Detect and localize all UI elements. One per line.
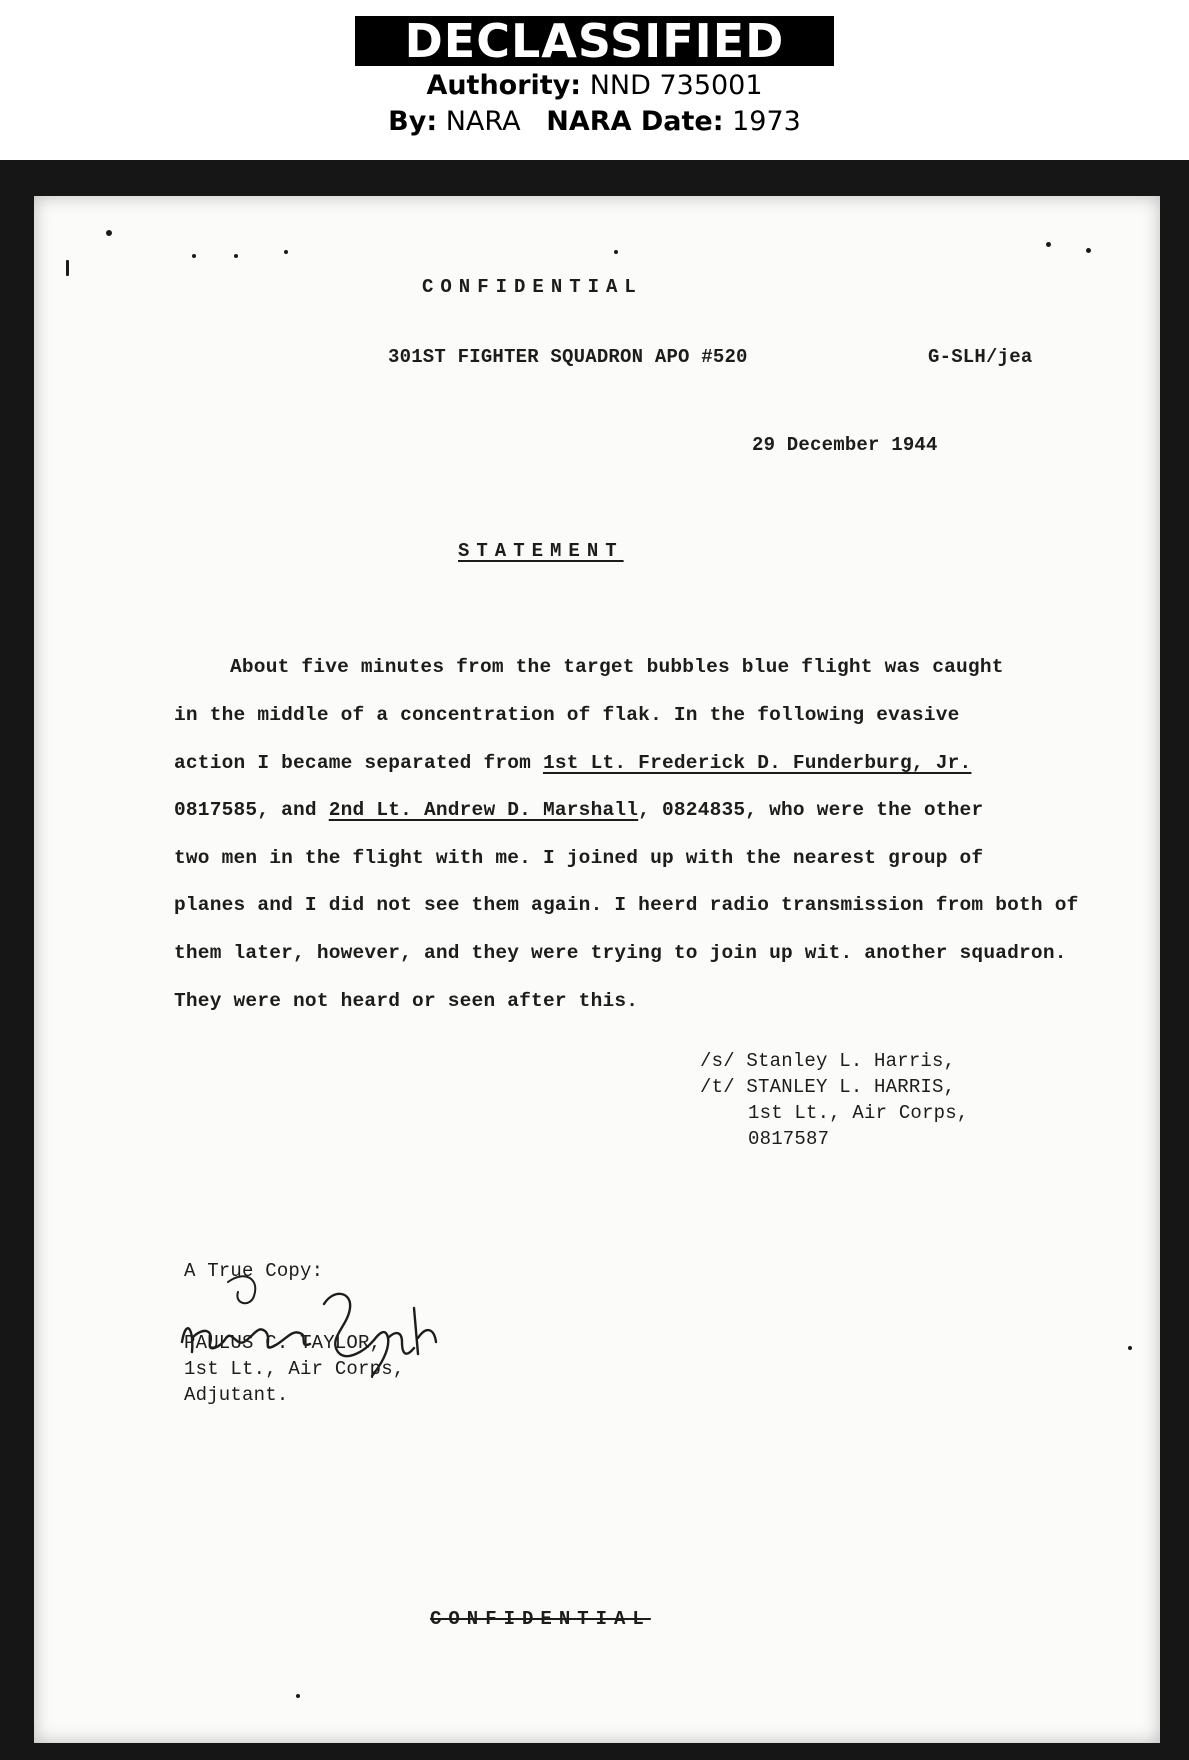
scan-speck xyxy=(1086,248,1091,253)
reference-code: G-SLH/jea xyxy=(928,346,1033,368)
authority-label: Authority: xyxy=(426,70,582,101)
declassified-banner: DECLASSIFIED xyxy=(355,16,834,66)
body-line-7: them later, however, and they were trying to join up wit. another squadron. xyxy=(174,942,1067,964)
body-line-3 xyxy=(174,752,971,774)
typed-name-line: /t/ STANLEY L. HARRIS, xyxy=(700,1076,956,1098)
scan-speck xyxy=(296,1694,300,1698)
scan-speck xyxy=(284,250,288,254)
unit-line: 301ST FIGHTER SQUADRON APO #520 xyxy=(388,346,748,368)
document-date: 29 December 1944 xyxy=(752,434,938,456)
body-line-4-tail: , 0824835, who were the other xyxy=(638,799,984,821)
true-copy-label: A True Copy: xyxy=(184,1260,324,1282)
by-date-line xyxy=(0,106,1189,137)
statement-title: STATEMENT xyxy=(458,540,624,562)
signatory-serial: 0817587 xyxy=(748,1128,830,1150)
handwritten-signature xyxy=(174,1268,474,1388)
adjutant-title: Adjutant. xyxy=(184,1384,289,1406)
authority-value: NND 735001 xyxy=(589,70,763,101)
body-line-6: planes and I did not see them again. I heerd radio transmission from both of xyxy=(174,894,1079,916)
scan-speck xyxy=(192,254,196,258)
signed-line: /s/ Stanley L. Harris, xyxy=(700,1050,956,1072)
body-line-5: two men in the flight with me. I joined up with the nearest group of xyxy=(174,847,984,869)
adjutant-rank: 1st Lt., Air Corps, xyxy=(184,1358,405,1380)
scan-speck xyxy=(66,260,69,276)
body-line-1: About five minutes from the target bubbles blue flight was caught xyxy=(230,656,1004,678)
by-label: By: xyxy=(388,106,438,137)
by-value: NARA xyxy=(445,106,521,137)
declassification-stamp xyxy=(0,0,1189,160)
body-line-3-text: action I became separated from xyxy=(174,752,543,774)
body-line-2: in the middle of a concentration of flak. In the following evasive xyxy=(174,704,960,726)
date-value: 1973 xyxy=(732,106,801,137)
signatory-rank: 1st Lt., Air Corps, xyxy=(748,1102,969,1124)
scan-speck xyxy=(614,250,618,254)
person-name-marshall: 2nd Lt. Andrew D. Marshall xyxy=(328,799,639,821)
date-label: NARA Date: xyxy=(546,106,724,137)
scan-speck xyxy=(1128,1346,1132,1350)
scan-speck xyxy=(234,254,238,258)
classification-footer: CONFIDENTIAL xyxy=(430,1608,651,1630)
scan-frame xyxy=(0,160,1189,1760)
scan-speck xyxy=(106,230,112,236)
authority-line xyxy=(0,70,1189,101)
adjutant-name: PAULUS C. TAYLOR, xyxy=(184,1332,382,1354)
body-line-4 xyxy=(174,799,983,821)
person-name-funderburg: 1st Lt. Frederick D. Funderburg, Jr. xyxy=(542,752,972,774)
document-page xyxy=(34,196,1160,1743)
classification-header: CONFIDENTIAL xyxy=(422,276,643,298)
scan-speck xyxy=(1046,242,1051,247)
body-line-4-text: 0817585, and xyxy=(174,799,329,821)
body-line-8: They were not heard or seen after this. xyxy=(174,990,639,1012)
